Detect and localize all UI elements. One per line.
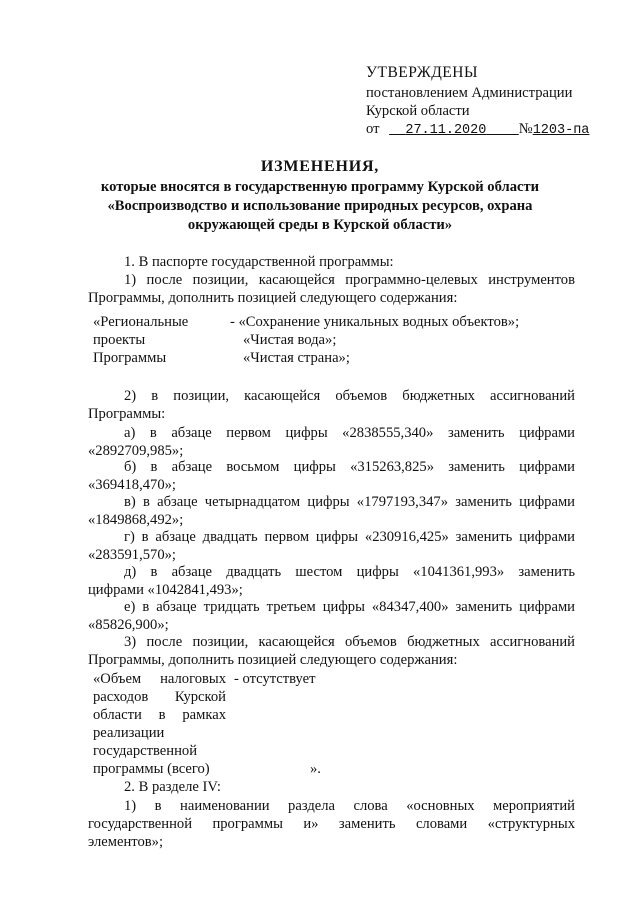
t2-left-4: государственной — [93, 743, 198, 759]
t2-left-5: программы (всего) — [93, 761, 210, 777]
item-1-line-a: 1) после позиции, касающейся программно-целевых инструментов — [124, 272, 575, 288]
s2-item-1-line-c: элементов»; — [88, 834, 164, 850]
approval-region: Курской области — [366, 103, 470, 119]
s2-item-1-line-b: государственной программы и» заменить словами «структурных — [88, 816, 575, 832]
section-2-heading: 2. В разделе IV: — [124, 779, 221, 795]
from-label: от — [366, 121, 380, 137]
approval-date: 27.11.2020 — [405, 123, 487, 138]
t2-closing: ». — [310, 761, 321, 777]
sub-d-line-a: д) в абзаце двадцать шестом цифры «1041361,993» заменить — [124, 564, 575, 580]
approval-issuer: постановлением Администрации — [366, 85, 573, 101]
item-2-line-b: Программы: — [88, 406, 166, 422]
t1-left-2: Программы — [93, 350, 167, 366]
sub-d-line-b: цифрами «1042841,493»; — [88, 582, 243, 598]
sub-a-line-a: а) в абзаце первом цифры «2838555,340» заменить цифрами — [124, 425, 575, 441]
approval-date-line — [366, 120, 589, 140]
subtitle-line-3: окружающей среды в Курской области» — [187, 217, 453, 233]
sub-g-line-b: «283591,570»; — [88, 547, 176, 563]
item-3-line-b: Программы, дополнить позицией следующего содержания: — [88, 652, 458, 668]
approval-number: 1203-па — [532, 123, 590, 138]
sub-v-line-b: «1849868,492»; — [88, 512, 184, 528]
document-title: ИЗМЕНЕНИЯ, — [260, 158, 380, 175]
number-label: № — [518, 121, 533, 137]
item-2-line-a: 2) в позиции, касающейся объемов бюджетных ассигнований — [124, 388, 575, 404]
section-1-heading: 1. В паспорте государственной программы: — [124, 254, 394, 270]
sub-a-line-b: «2892709,985»; — [88, 443, 184, 459]
s2-item-1-line-a: 1) в наименовании раздела слова «основных мероприятий — [124, 798, 575, 814]
sub-e-line-b: «85826,900»; — [88, 617, 169, 633]
sub-b-line-a: б) в абзаце восьмом цифры «315263,825» заменить цифрами — [124, 459, 575, 475]
approval-title: УТВЕРЖДЕНЫ — [366, 64, 478, 81]
t2-left-1: расходов Курской — [93, 689, 226, 705]
sub-v-line-a: в) в абзаце четырнадцатом цифры «1797193,347» заменить цифрами — [124, 494, 575, 510]
item-3-line-a: 3) после позиции, касающейся объемов бюджетных ассигнований — [124, 634, 575, 650]
t1-left-0: «Региональные — [93, 314, 189, 330]
t1-right-2: «Чистая страна»; — [243, 350, 350, 366]
t1-right-1: «Чистая вода»; — [243, 332, 337, 348]
t2-left-2: области в рамках — [93, 707, 226, 723]
t2-left-0: «Объем налоговых — [93, 671, 226, 687]
subtitle-line-1: которые вносятся в государственную программу Курской области — [100, 179, 540, 195]
item-1-line-b: Программы, дополнить позицией следующего содержания: — [88, 290, 458, 306]
sub-e-line-a: е) в абзаце тридцать третьем цифры «84347,400» заменить цифрами — [124, 599, 575, 615]
sub-g-line-a: г) в абзаце двадцать первом цифры «230916,425» заменить цифрами — [124, 529, 575, 545]
subtitle-line-2: «Воспроизводство и использование природных ресурсов, охрана — [107, 198, 533, 214]
t1-left-1: проекты — [93, 332, 146, 348]
t2-left-3: реализации — [93, 725, 165, 741]
t2-right: - отсутствует — [234, 671, 316, 687]
sub-b-line-b: «369418,470»; — [88, 477, 176, 493]
t1-right-0: - «Сохранение уникальных водных объектов»; — [230, 314, 520, 330]
